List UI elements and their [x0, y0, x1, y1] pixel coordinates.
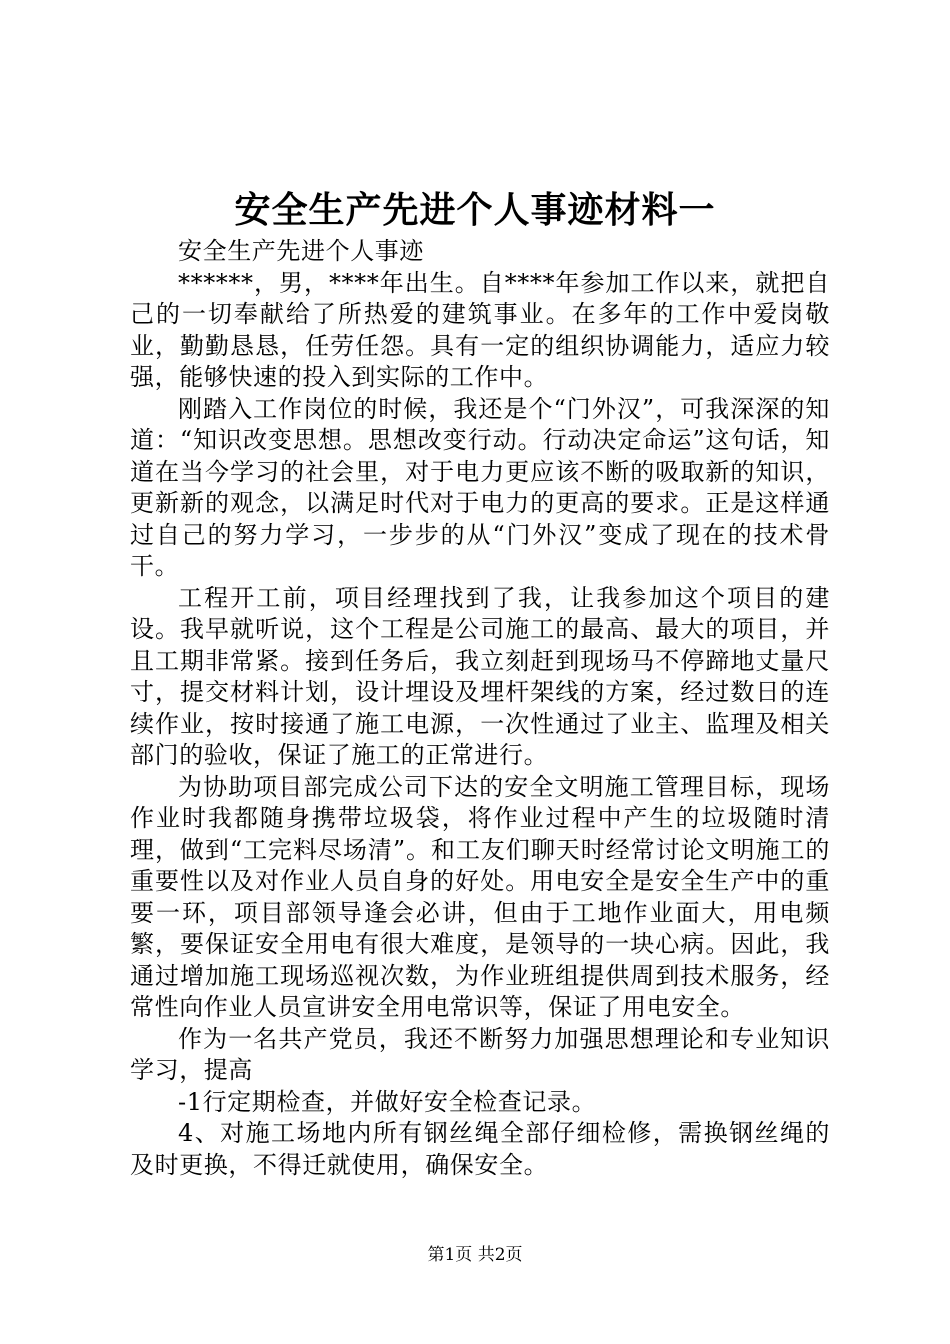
paragraph-wire-rope: 4、对施工场地内所有钢丝绳全部仔细检修，需换钢丝绳的及时更换，不得迁就使用，确保安全。: [130, 1119, 830, 1179]
paragraph-subtitle: 安全生产先进个人事迹: [178, 237, 424, 265]
paragraph-inspection: -1行定期检查，并做好安全检查记录。: [178, 1087, 597, 1116]
document-body: [130, 236, 830, 1181]
document-title: 安全生产先进个人事迹材料一: [234, 189, 716, 231]
paragraph-intro: ******，男，****年出生。自****年参加工作以来，就把自己的一切奉献给了所热爱的建筑事业。在多年的工作中爱岗敬业，勤勤恳恳，任劳任怨。具有一定的组织协调能力，适应力较强，能够快速的投入到实际的工作中。: [130, 268, 830, 391]
paragraph-safety: 为协助项目部完成公司下达的安全文明施工管理目标，现场作业时我都随身携带垃圾袋，将作业过程中产生的垃圾随时清理，做到“工完料尽场清”。和工友们聊天时经常讨论文明施工的重要性以及对作业人员自身的好处。用电安全是安全生产中的重要一环，项目部领导逢会必讲，但由于工地作业面大，用电频繁，要保证安全用电有很大难度，是领导的一块心病。因此，我通过增加施工现场巡视次数，为作业班组提供周到技术服务，经常性向作业人员宣讲安全用电常识等，保证了用电安全。: [130, 772, 830, 1021]
paragraph-learning: 刚踏入工作岗位的时候，我还是个“门外汉”，可我深深的知道：“知识改变思想。思想改变行动。行动决定命运”这句话，知道在当今学习的社会里，对于电力更应该不断的吸取新的知识，更新新的观念，以满足时代对于电力的更高的要求。正是这样通过自己的努力学习，一步步的从“门外汉”变成了现在的技术骨干。: [130, 394, 830, 580]
paragraph-project: 工程开工前，项目经理找到了我，让我参加这个项目的建设。我早就听说，这个工程是公司施工的最高、最大的项目，并且工期非常紧。接到任务后，我立刻赶到现场马不停蹄地丈量尺寸，提交材料计划，设计埋设及埋杆架线的方案，经过数日的连续作业，按时接通了施工电源，一次性通过了业主、监理及相关部门的验收，保证了施工的正常进行。: [130, 583, 830, 769]
paragraph-party-member: 作为一名共产党员，我还不断努力加强思想理论和专业知识学习，提高: [130, 1024, 830, 1084]
page-number: 第1页 共2页: [427, 1245, 523, 1265]
